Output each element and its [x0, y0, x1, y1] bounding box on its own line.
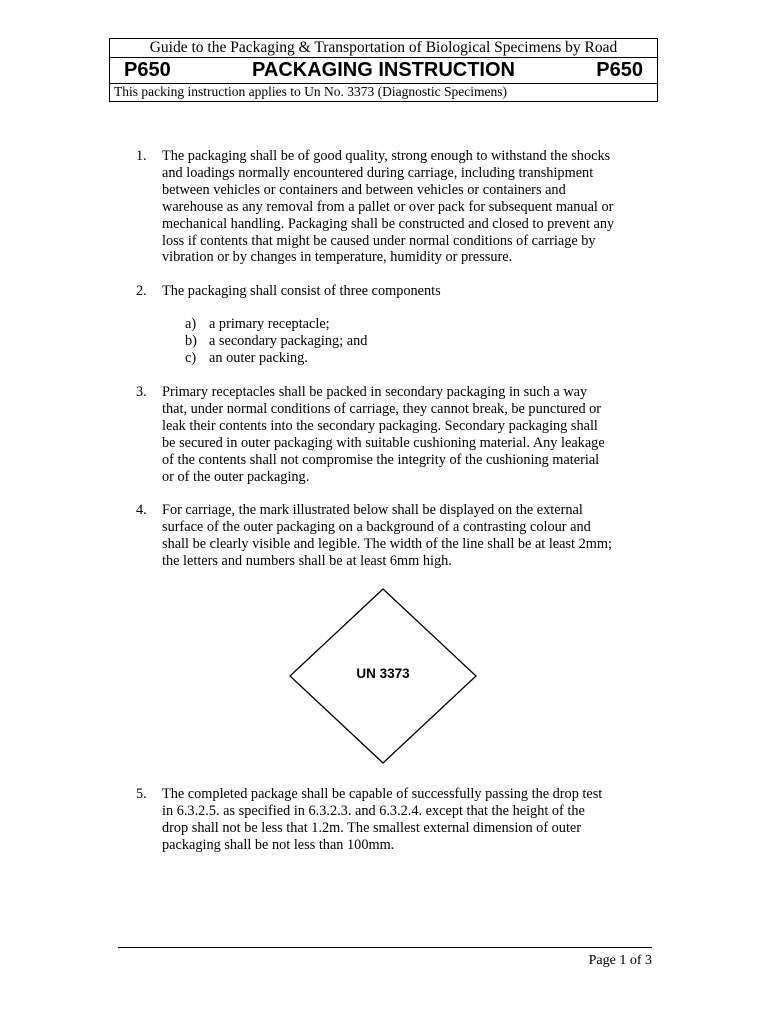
- item-number: 1.: [136, 148, 147, 164]
- heading: PACKAGING INSTRUCTION: [252, 59, 515, 81]
- applies-note: This packing instruction applies to Un No. 3373 (Diagnostic Specimens): [114, 84, 507, 99]
- text-line: and loadings normally encountered during carriage, including transhipment: [162, 164, 594, 181]
- text-line: the letters and numbers shall be at least 6mm high.: [162, 552, 452, 569]
- sub-item-label: c): [185, 349, 197, 366]
- list-item-1: [136, 148, 676, 266]
- item-text: [162, 502, 676, 570]
- sub-item-text: an outer packing.: [209, 349, 308, 366]
- item-text: [162, 283, 676, 300]
- un3373-mark: [289, 588, 477, 764]
- list-item-4: [136, 502, 676, 570]
- text-line: Primary receptacles shall be packed in secondary packaging in such a way: [162, 384, 588, 400]
- sub-item: [185, 333, 367, 350]
- text-line: drop shall not be less that 1.2m. The smallest external dimension of outer: [162, 819, 582, 836]
- text-line: surface of the outer packaging on a background of a contrasting colour and: [162, 518, 591, 535]
- item-number: 3.: [136, 384, 147, 400]
- list-item-2: [136, 283, 676, 300]
- text-line: The packaging shall consist of three components: [162, 283, 441, 299]
- text-line: or of the outer packaging.: [162, 468, 310, 485]
- text-line: For carriage, the mark illustrated below shall be displayed on the external: [162, 502, 583, 518]
- text-line: between vehicles or containers and between vehicles or containers and: [162, 181, 566, 198]
- sub-item: [185, 350, 367, 367]
- text-line: vibration or by changes in temperature, humidity or pressure.: [162, 249, 513, 266]
- page-number: Page 1 of 3: [588, 953, 652, 968]
- document-header: [109, 38, 658, 102]
- text-line: warehouse as any removal from a pallet or over pack for subsequent manual or: [162, 198, 614, 215]
- text-line: shall be clearly visible and legible. The width of the line shall be at least 2mm;: [162, 535, 612, 552]
- text-line: loss if contents that might be caused under normal conditions of carriage by: [162, 232, 596, 249]
- text-line: of the contents shall not compromise the integrity of the cushioning material: [162, 451, 600, 468]
- list-item-3: [136, 384, 676, 485]
- footer-divider: [118, 947, 652, 948]
- sub-item-label: b): [185, 332, 197, 349]
- text-line: The packaging shall be of good quality, strong enough to withstand the shocks: [162, 148, 611, 164]
- code-left: P650: [124, 59, 171, 81]
- text-line: leak their contents into the secondary packaging. Secondary packaging shall: [162, 417, 598, 434]
- item-text: [162, 384, 676, 485]
- sub-item-text: a secondary packaging; and: [209, 332, 368, 349]
- item-number: 5.: [136, 786, 147, 802]
- item-number: 4.: [136, 502, 147, 518]
- text-line: mechanical handling. Packaging shall be constructed and closed to prevent any: [162, 215, 615, 232]
- sub-item: [185, 316, 367, 333]
- text-line: packaging shall be not less than 100mm.: [162, 836, 395, 853]
- text-line: that, under normal conditions of carriage, they cannot break, be punctured or: [162, 400, 602, 417]
- text-line: in 6.3.2.5. as specified in 6.3.2.3. and 6.3.2.4. except that the height of the: [162, 802, 585, 819]
- text-line: be secured in outer packaging with suitable cushioning material. Any leakage: [162, 434, 605, 451]
- sub-list: [185, 316, 367, 367]
- code-right: P650: [596, 59, 643, 81]
- guide-title: Guide to the Packaging & Transportation of Biological Specimens by Road: [110, 39, 657, 58]
- mark-label: UN 3373: [356, 666, 410, 681]
- item-text: [162, 148, 676, 266]
- instruction-heading-row: [110, 58, 657, 84]
- sub-item-label: a): [185, 316, 197, 332]
- list-item-5: [136, 786, 676, 854]
- item-text: [162, 786, 676, 854]
- item-number: 2.: [136, 283, 147, 299]
- text-line: The completed package shall be capable of successfully passing the drop test: [162, 786, 603, 802]
- sub-item-text: a primary receptacle;: [209, 316, 330, 332]
